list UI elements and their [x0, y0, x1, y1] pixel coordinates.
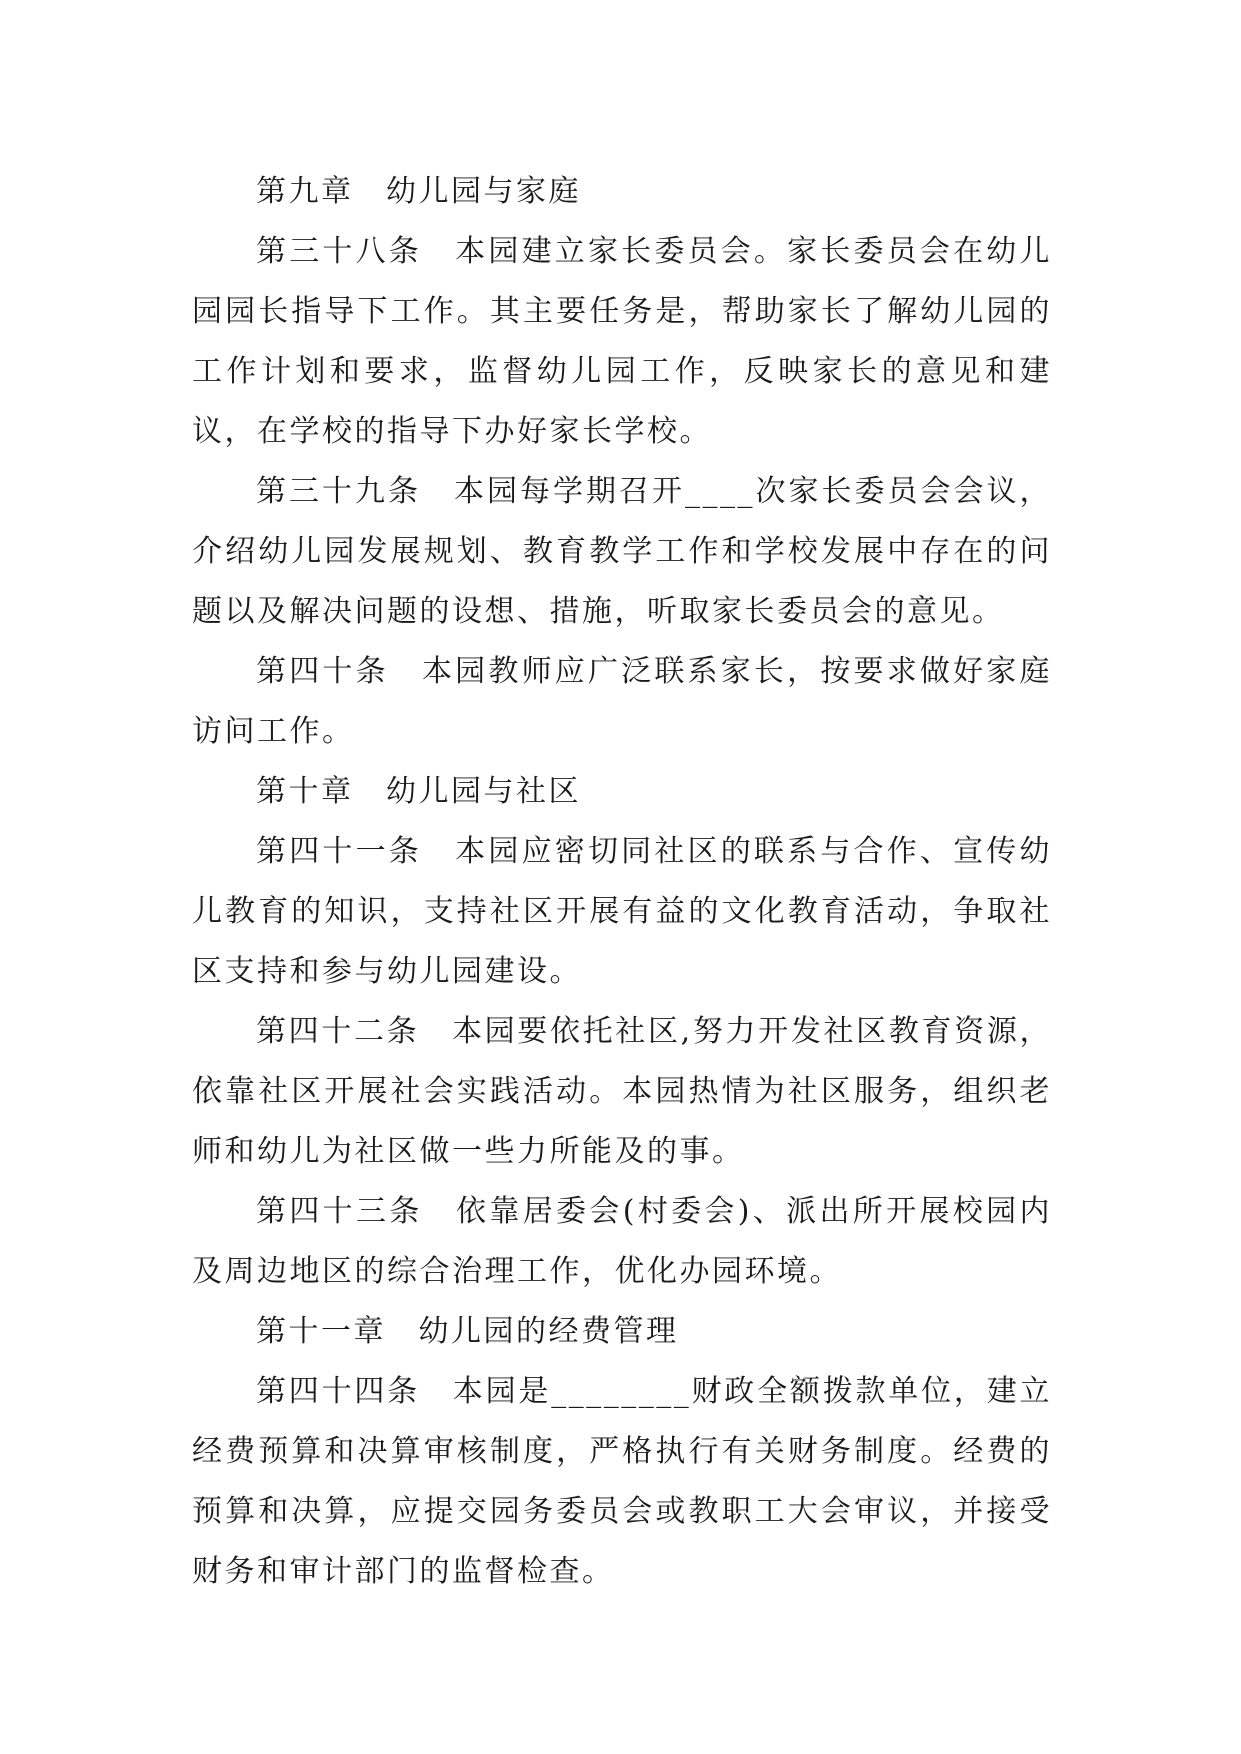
chapter-9-heading: 第九章 幼儿园与家庭 — [256, 174, 581, 209]
chapter-10-heading: 第十章 幼儿园与社区 — [256, 774, 581, 809]
article-44-paragraph: 第四十四条 本园是________财政全额拨款单位，建立经费预算和决算审核制度，严格执行有关财务制度。经费的预算和决算，应提交园务委员会或教职工大会审议，并接受财务和审计部门的监督检查。 — [192, 1374, 1052, 1589]
article-39-paragraph: 第三十九条 本园每学期召开____次家长委员会会议，介绍幼儿园发展规划、教育教学工作和学校发展中存在的问题以及解决问题的设想、措施，听取家长委员会的意见。 — [192, 474, 1052, 629]
chapter-11-heading: 第十一章 幼儿园的经费管理 — [256, 1314, 679, 1349]
article-41-paragraph: 第四十一条 本园应密切同社区的联系与合作、宣传幼儿教育的知识，支持社区开展有益的文化教育活动，争取社区支持和参与幼儿园建设。 — [192, 834, 1052, 989]
article-38-paragraph: 第三十八条 本园建立家长委员会。家长委员会在幼儿园园长指导下工作。其主要任务是，帮助家长了解幼儿园的工作计划和要求，监督幼儿园工作，反映家长的意见和建议，在学校的指导下办好家长学校。 — [192, 234, 1052, 449]
document-page — [192, 162, 1052, 1602]
article-40-paragraph: 第四十条 本园教师应广泛联系家长，按要求做好家庭访问工作。 — [192, 654, 1052, 749]
article-42-paragraph: 第四十二条 本园要依托社区,努力开发社区教育资源，依靠社区开展社会实践活动。本园热情为社区服务，组织老师和幼儿为社区做一些力所能及的事。 — [192, 1014, 1052, 1169]
article-43-paragraph: 第四十三条 依靠居委会(村委会)、派出所开展校园内及周边地区的综合治理工作，优化办园环境。 — [192, 1194, 1052, 1289]
